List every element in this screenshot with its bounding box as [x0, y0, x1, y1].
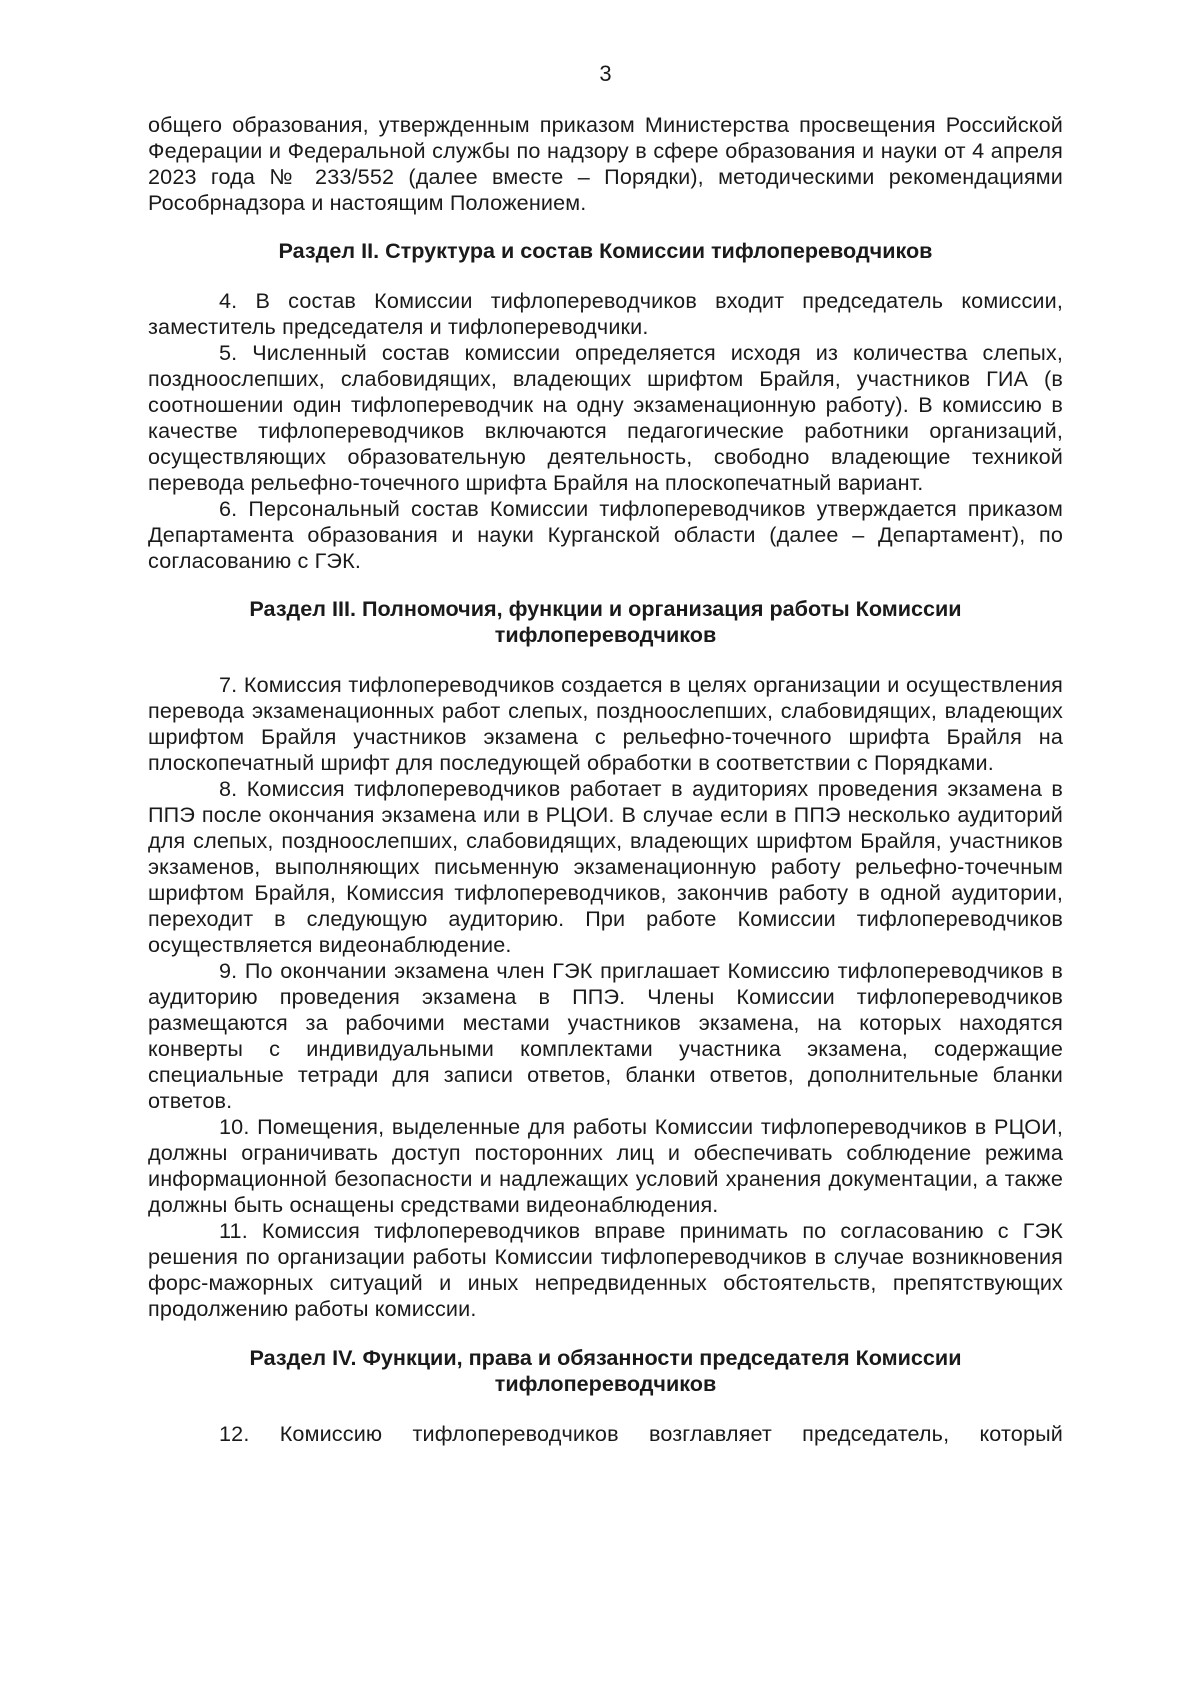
paragraph-11: 11. Комиссия тифлопереводчиков вправе принимать по согласованию с ГЭК решения по организации работы Комиссии тифлопереводчиков в случае возникновения форс-мажорных ситуаций и иных непредвиденных обстоятельств, препятствующих продолжению работы комиссии. [148, 1218, 1063, 1321]
page-number: 3 [599, 61, 612, 86]
paragraph-4: 4. В состав Комиссии тифлопереводчиков входит председатель комиссии, заместитель председателя и тифлопереводчики. [148, 288, 1063, 339]
section-4-heading: Раздел IV. Функции, права и обязанности председателя Комиссии тифлопереводчиков [249, 1345, 962, 1396]
paragraph-7: 7. Комиссия тифлопереводчиков создается в целях организации и осуществления перевода экзаменационных работ слепых, поздноослепших, слабовидящих, владеющих шрифтом Брайля участников экзамена с рельефно-точечного шрифта Брайля на плоскопечатный шрифт для последующей обработки в соответствии с Порядками. [148, 672, 1063, 775]
paragraph-12: 12. Комиссию тифлопереводчиков возглавляет председатель, который [219, 1421, 1063, 1446]
section-2-heading: Раздел II. Структура и состав Комиссии тифлопереводчиков [278, 238, 933, 263]
paragraph-5: 5. Численный состав комиссии определяется исходя из количества слепых, поздноослепших, слабовидящих, владеющих шрифтом Брайля, участников ГИА (в соотношении один тифлопереводчик на одну экзаменационную работу). В комиссию в качестве тифлопереводчиков включаются педагогические работники организаций, осуществляющих образовательную деятельность, свободно владеющие техникой перевода рельефно-точечного шрифта Брайля на плоскопечатный вариант. [148, 340, 1063, 495]
intro-paragraph: общего образования, утвержденным приказом Министерства просвещения Российской Федерации и Федеральной службы по надзору в сфере образования и науки от 4 апреля 2023 года № 233/552 (далее вместе – Порядки), методическими рекомендациями Рособрнадзора и настоящим Положением. [148, 112, 1063, 215]
paragraph-6: 6. Персональный состав Комиссии тифлопереводчиков утверждается приказом Департамента образования и науки Курганской области (далее – Департамент), по согласованию с ГЭК. [148, 496, 1063, 573]
paragraph-10: 10. Помещения, выделенные для работы Комиссии тифлопереводчиков в РЦОИ, должны ограничивать доступ посторонних лиц и обеспечивать соблюдение режима информационной безопасности и надлежащих условий хранения документации, а также должны быть оснащены средствами видеонаблюдения. [148, 1114, 1063, 1217]
paragraph-8: 8. Комиссия тифлопереводчиков работает в аудиториях проведения экзамена в ППЭ после окончания экзамена или в РЦОИ. В случае если в ППЭ несколько аудиторий для слепых, поздноослепших, слабовидящих, владеющих шрифтом Брайля, участников экзаменов, выполняющих письменную экзаменационную работу рельефно-точечным шрифтом Брайля, Комиссия тифлопереводчиков, закончив работу в одной аудитории, переходит в следующую аудиторию. При работе Комиссии тифлопереводчиков осуществляется видеонаблюдение. [148, 776, 1063, 957]
section-3-heading: Раздел III. Полномочия, функции и организация работы Комиссии тифлопереводчиков [249, 596, 962, 647]
document-page [148, 60, 1063, 1447]
paragraph-9: 9. По окончании экзамена член ГЭК приглашает Комиссию тифлопереводчиков в аудиторию проведения экзамена в ППЭ. Члены Комиссии тифлопереводчиков размещаются за рабочими местами участников экзамена, на которых находятся конверты с индивидуальными комплектами участника экзамена, содержащие специальные тетради для записи ответов, бланки ответов, дополнительные бланки ответов. [148, 958, 1063, 1113]
